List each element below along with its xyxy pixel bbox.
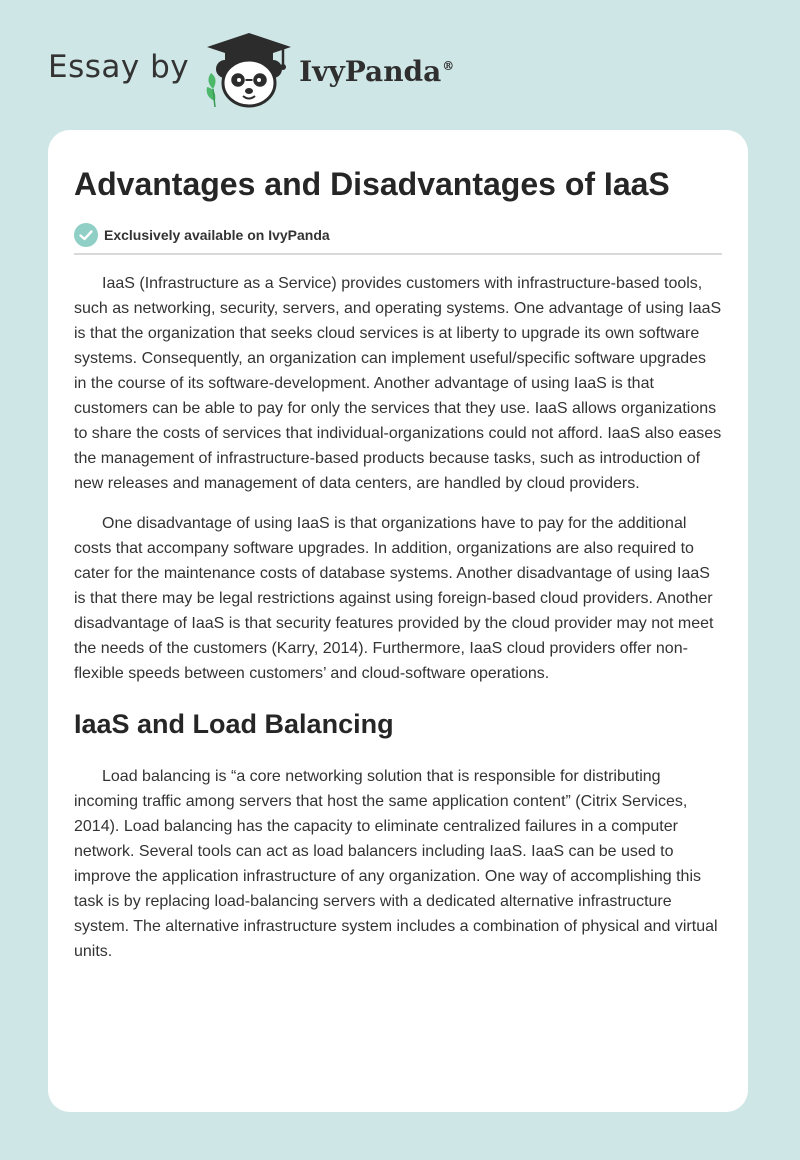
panda-graduate-icon[interactable] xyxy=(203,31,295,109)
section-heading: IaaS and Load Balancing xyxy=(74,709,394,739)
page-title: Advantages and Disadvantages of IaaS xyxy=(74,166,670,202)
badge-text: Exclusively available on IvyPanda xyxy=(104,227,330,243)
exclusive-badge xyxy=(74,222,722,248)
paragraph-1: IaaS (Infrastructure as a Service) provides customers with infrastructure-based tools, such as networking, security, servers, and operating systems. One advantage of using IaaS is that the organization that seeks cloud services is at liberty to upgrade its own software systems. Consequently, an organization can implement useful/specific software upgrades in the course of its software-development. Another advantage of using IaaS is that customers can be able to pay for only the services that they use. IaaS allows organizations to share the costs of services that individual-organizations could not afford. IaaS also eases the management of infrastructure-based products because tasks, such as introduction of new releases and management of data centers, are handled by cloud providers. xyxy=(74,275,722,492)
essay-card xyxy=(48,130,748,1112)
section-paragraph-1: Load balancing is “a core networking solution that is responsible for distributing incoming traffic among servers that host the same application content” (Citrix Services, 2014). Load balancing has the capacity to eliminate centralized failures in a computer network. Several tools can act as load balancers including IaaS. IaaS can be used to improve the application infrastructure of any organization. One way of accomplishing this task is by replacing load-balancing servers with a dedicated alternative infrastructure system. The alternative infrastructure system includes a combination of physical and virtual units. xyxy=(74,768,718,960)
paragraph-2: One disadvantage of using IaaS is that organizations have to pay for the additional costs that accompany software upgrades. In addition, organizations are also required to cater for the maintenance costs of database systems. Another disadvantage of using IaaS is that there may be legal restrictions against using foreign-based cloud providers. Another disadvantage of IaaS is that security features provided by the cloud provider may not meet the needs of the customers (Karry, 2014). Furthermore, IaaS cloud providers offer non-flexible speeds between customers’ and cloud-software operations. xyxy=(74,515,714,682)
title-divider xyxy=(74,253,722,255)
check-circle-icon xyxy=(74,223,98,247)
brand-prefix: Essay by xyxy=(48,49,190,85)
brand-name-text: IvyPanda xyxy=(299,54,442,88)
registered-mark: ® xyxy=(442,59,455,74)
site-header xyxy=(48,30,454,110)
brand-name xyxy=(299,55,454,88)
